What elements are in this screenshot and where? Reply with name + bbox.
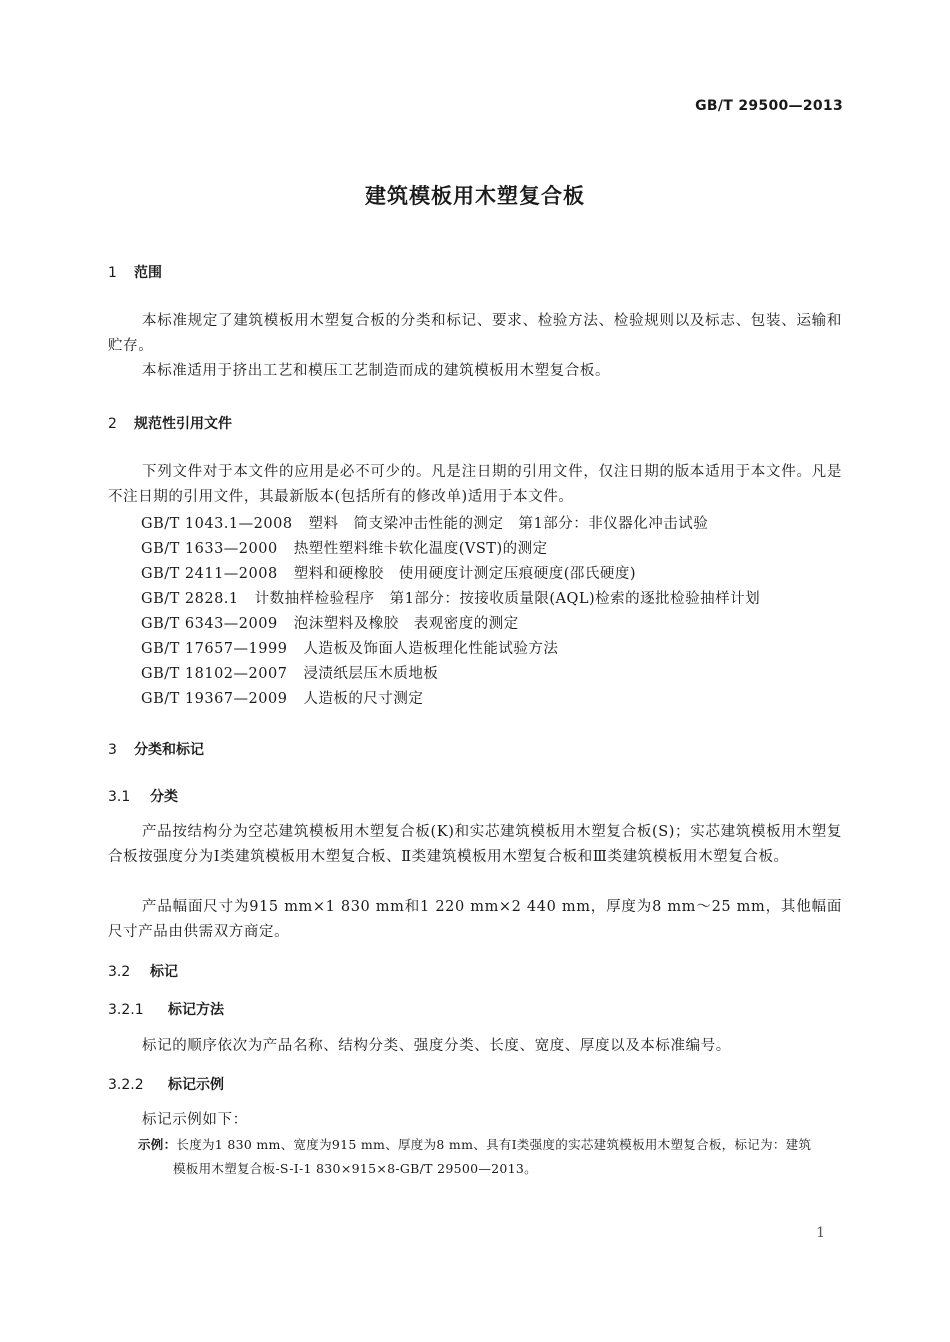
reference-item bbox=[141, 537, 548, 558]
section-3-heading bbox=[108, 739, 204, 759]
reference-title: 人造板及饰面人造板理化性能试验方法 bbox=[303, 641, 559, 657]
section-3-1-heading bbox=[108, 786, 178, 806]
reference-item bbox=[141, 612, 519, 633]
section-title: 规范性引用文件 bbox=[134, 416, 232, 432]
section-number: 2 bbox=[108, 416, 117, 432]
section-number: 1 bbox=[108, 265, 117, 281]
reference-item bbox=[141, 687, 423, 708]
section-title: 标记方法 bbox=[168, 1002, 224, 1018]
standard-code: GB/T 29500—2013 bbox=[695, 98, 843, 114]
reference-title: 塑料 简支梁冲击性能的测定 第1部分：非仪器化冲击试验 bbox=[308, 516, 709, 532]
section-title: 范围 bbox=[134, 265, 162, 281]
reference-title: 泡沫塑料及橡胶 表观密度的测定 bbox=[293, 616, 519, 632]
section-title: 分类 bbox=[150, 789, 178, 805]
reference-item bbox=[141, 637, 558, 658]
marking-method-paragraph: 标记的顺序依次为产品名称、结构分类、强度分类、长度、宽度、厚度以及本标准编号。 bbox=[142, 1038, 731, 1054]
reference-item bbox=[141, 662, 438, 683]
reference-code: GB/T 2411—2008 bbox=[141, 566, 278, 582]
reference-code: GB/T 6343—2009 bbox=[141, 616, 278, 632]
reference-code: GB/T 1043.1—2008 bbox=[141, 516, 293, 532]
example-label: 示例： bbox=[138, 1137, 177, 1152]
section-number: 3.2.2 bbox=[108, 1077, 144, 1093]
section-3-2-2-heading bbox=[108, 1074, 224, 1094]
reference-code: GB/T 17657—1999 bbox=[141, 641, 288, 657]
reference-item bbox=[141, 512, 708, 533]
classification-paragraph-2: 产品幅面尺寸为915 mm×1 830 mm和1 220 mm×2 440 mm，厚度为8 mm～25 mm，其他幅面尺寸产品由供需双方商定。 bbox=[108, 899, 842, 940]
section-3-2-1-heading bbox=[108, 999, 224, 1019]
page-number: 1 bbox=[816, 1225, 825, 1241]
classification-paragraph-1: 产品按结构分为空芯建筑模板用木塑复合板(K)和实芯建筑模板用木塑复合板(S)；实芯建筑模板用木塑复合板按强度分为Ⅰ类建筑模板用木塑复合板、Ⅱ类建筑模板用木塑复合板和Ⅲ类建筑模板用木塑复合板。 bbox=[108, 824, 842, 865]
reference-item bbox=[141, 587, 760, 608]
reference-title: 人造板的尺寸测定 bbox=[303, 691, 424, 707]
section-title: 标记 bbox=[150, 964, 178, 980]
scope-paragraph-1: 本标准规定了建筑模板用木塑复合板的分类和标记、要求、检验方法、检验规则以及标志、包装、运输和贮存。 bbox=[108, 313, 842, 354]
section-1-heading bbox=[108, 262, 162, 282]
section-number: 3.2 bbox=[108, 964, 131, 980]
section-number: 3.2.1 bbox=[108, 1002, 144, 1018]
references-intro: 下列文件对于本文件的应用是必不可少的。凡是注日期的引用文件，仅注日期的版本适用于本文件。凡是不注日期的引用文件，其最新版本(包括所有的修改单)适用于本文件。 bbox=[108, 464, 842, 505]
marking-example bbox=[138, 1133, 844, 1181]
reference-code: GB/T 2828.1 bbox=[141, 591, 239, 607]
reference-title: 塑料和硬橡胶 使用硬度计测定压痕硬度(邵氏硬度) bbox=[293, 566, 637, 582]
section-number: 3.1 bbox=[108, 789, 131, 805]
example-text-line-2: 模板用木塑复合板-S-Ⅰ-1 830×915×8-GB/T 29500—2013。 bbox=[173, 1161, 537, 1176]
reference-code: GB/T 1633—2000 bbox=[141, 541, 278, 557]
section-title: 标记示例 bbox=[168, 1077, 224, 1093]
example-text-line-1: 长度为1 830 mm、宽度为915 mm、厚度为8 mm、具有Ⅰ类强度的实芯建筑模板用木塑复合板，标记为：建筑 bbox=[176, 1137, 812, 1152]
section-title: 分类和标记 bbox=[134, 742, 204, 758]
reference-code: GB/T 19367—2009 bbox=[141, 691, 288, 707]
document-title: 建筑模板用木塑复合板 bbox=[365, 184, 585, 208]
reference-title: 热塑性塑料维卡软化温度(VST)的测定 bbox=[293, 541, 548, 557]
reference-item bbox=[141, 562, 636, 583]
section-number: 3 bbox=[108, 742, 117, 758]
section-3-2-heading bbox=[108, 961, 178, 981]
reference-title: 计数抽样检验程序 第1部分：按接收质量限(AQL)检索的逐批检验抽样计划 bbox=[254, 591, 761, 607]
reference-code: GB/T 18102—2007 bbox=[141, 666, 288, 682]
reference-title: 浸渍纸层压木质地板 bbox=[303, 666, 439, 682]
marking-example-intro: 标记示例如下： bbox=[142, 1112, 248, 1128]
section-2-heading bbox=[108, 413, 232, 433]
scope-paragraph-2: 本标准适用于挤出工艺和模压工艺制造而成的建筑模板用木塑复合板。 bbox=[142, 363, 611, 379]
